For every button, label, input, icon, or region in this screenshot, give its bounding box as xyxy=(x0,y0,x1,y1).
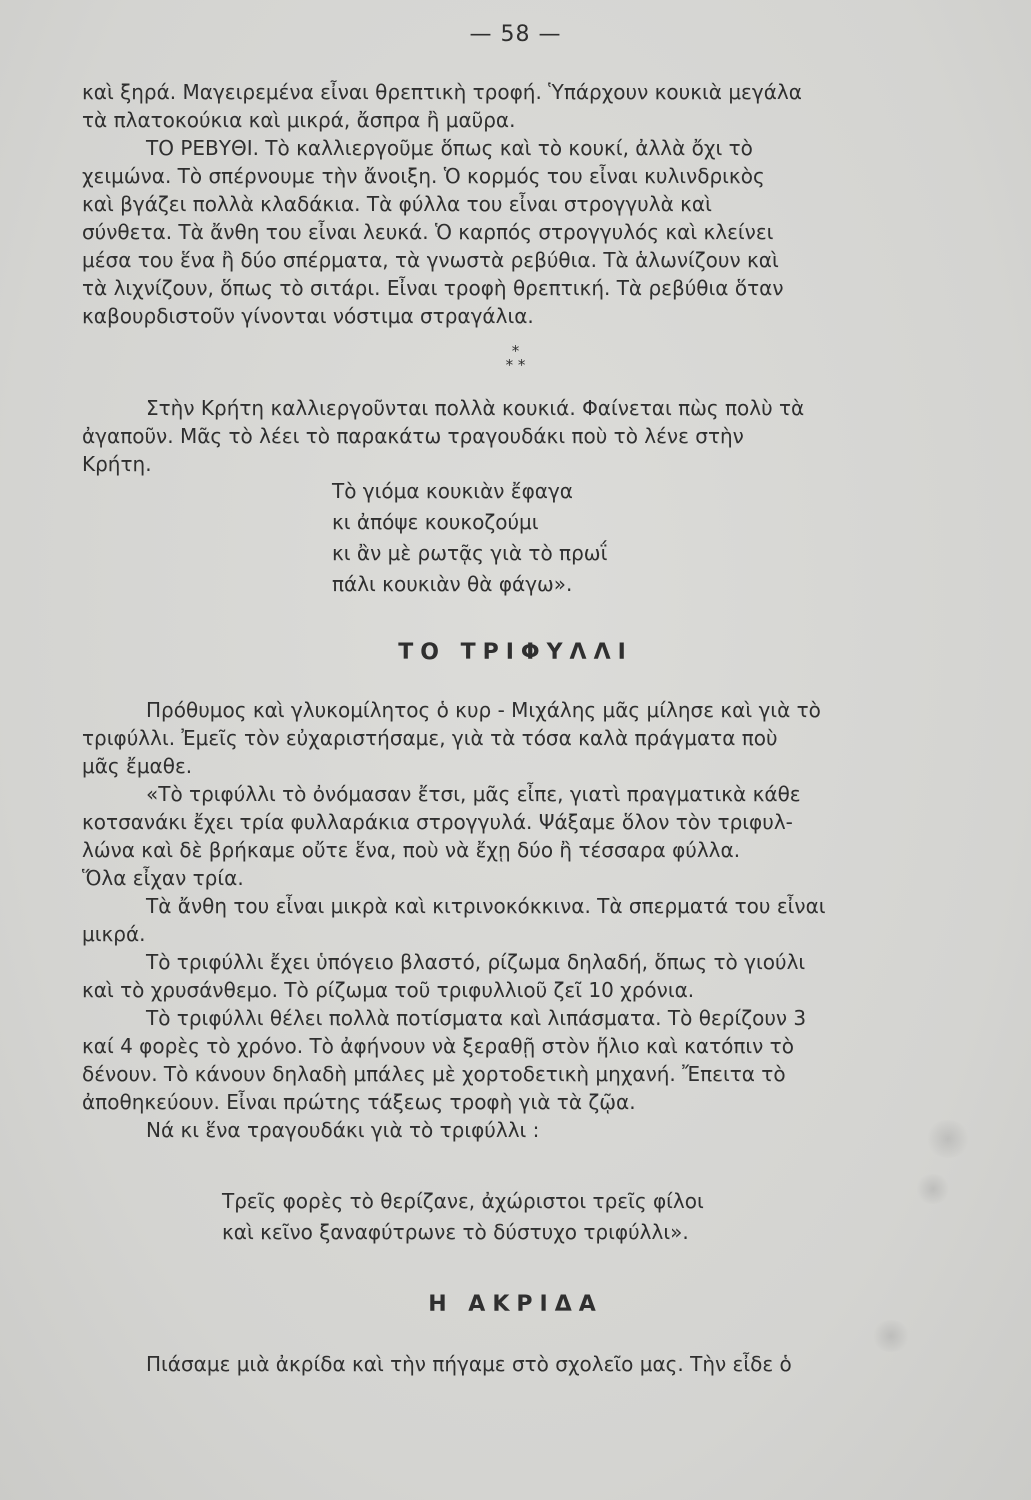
paragraph-line: Ὅλα εἶχαν τρία. xyxy=(82,866,244,890)
paragraph-line: Τὸ τριφύλλι ἔχει ὑπόγειο βλαστό, ρίζωμα δηλαδή, ὅπως τὸ γιούλι xyxy=(146,950,806,974)
paragraph-line: Πρόθυμος καὶ γλυκομίλητος ὁ κυρ - Μιχάλης μᾶς μίλησε καὶ γιὰ τὸ xyxy=(146,698,821,722)
paragraph-line: τριφύλλι. Ἐμεῖς τὸν εὐχαριστήσαμε, γιὰ τὰ τόσα καλὰ πράγματα ποὺ xyxy=(82,726,778,750)
text-block-trifylli xyxy=(82,696,948,1144)
paragraph-line: Τὰ ἄνθη του εἶναι μικρὰ καὶ κιτρινοκόκκινα. Τὰ σπερματά του εἶναι xyxy=(146,894,826,918)
paragraph-line: λώνα καὶ δὲ βρήκαμε οὔτε ἕνα, ποὺ νὰ ἔχῃ δύο ἢ τέσσαρα φύλλα. xyxy=(82,838,741,862)
paragraph-line: ΤΟ ΡΕΒΥΘΙ. Τὸ καλλιεργοῦμε ὅπως καὶ τὸ κουκί, ἀλλὰ ὄχι τὸ xyxy=(146,136,753,160)
paragraph-line: τὰ πλατοκούκια καὶ μικρά, ἄσπρα ἢ μαῦρα. xyxy=(82,108,516,132)
paragraph-line: Στὴν Κρήτη καλλιεργοῦνται πολλὰ κουκιά. Φαίνεται πὼς πολὺ τὰ xyxy=(146,396,805,420)
poem-line: πάλι κουκιὰν θὰ φάγω». xyxy=(332,572,573,596)
ink-smudge xyxy=(915,1174,951,1204)
text-block-akrida xyxy=(82,1350,948,1378)
poem-line: Τὸ γιόμα κουκιὰν ἔφαγα xyxy=(332,479,573,503)
paragraph-line: Πιάσαμε μιὰ ἀκρίδα καὶ τὴν πήγαμε στὸ σχολεῖο μας. Τὴν εἶδε ὁ xyxy=(146,1352,792,1376)
section-asterism: * * * xyxy=(505,342,526,374)
page-number: — 58 — xyxy=(469,22,562,47)
text-block-kouki-revythi xyxy=(82,78,948,330)
paragraph-line: Νά κι ἕνα τραγουδάκι γιὰ τὸ τριφύλλι : xyxy=(146,1118,540,1142)
paragraph-line: Κρήτη. xyxy=(82,452,152,476)
paragraph-line: ἀγαποῦν. Μᾶς τὸ λέει τὸ παρακάτω τραγουδάκι ποὺ τὸ λένε στὴν xyxy=(82,424,744,448)
paragraph-line: μέσα του ἕνα ἢ δύο σπέρματα, τὰ γνωστὰ ρεβύθια. Τὰ ἁλωνίζουν καὶ xyxy=(82,248,779,272)
paragraph-line: καὶ βγάζει πολλὰ κλαδάκια. Τὰ φύλλα του εἶναι στρογγυλὰ καὶ xyxy=(82,192,712,216)
paragraph-line: μᾶς ἔμαθε. xyxy=(82,754,193,778)
poem-line: Τρεῖς φορὲς τὸ θερίζανε, ἀχώριστοι τρεῖς φίλοι xyxy=(222,1189,704,1213)
text-block-crete xyxy=(82,394,948,478)
paragraph-line: κοτσανάκι ἔχει τρία φυλλαράκια στρογγυλά. Ψάξαμε ὅλον τὸν τριφυλ- xyxy=(82,810,793,834)
ink-smudge xyxy=(925,1120,971,1158)
paragraph-line: Τὸ τριφύλλι θέλει πολλὰ ποτίσματα καὶ λιπάσματα. Τὸ θερίζουν 3 xyxy=(146,1006,807,1030)
poem-line: κι ἂν μὲ ρωτᾷς γιὰ τὸ πρωΐ xyxy=(332,541,608,565)
paragraph-line: καί 4 φορὲς τὸ χρόνο. Τὸ ἀφήνουν νὰ ξεραθῇ στὸν ἥλιο καὶ κατόπιν τὸ xyxy=(82,1034,794,1058)
section-heading-akrida: Η ΑΚΡΙΔΑ xyxy=(428,1292,603,1317)
paragraph-line: ἀποθηκεύουν. Εἶναι πρώτης τάξεως τροφὴ γιὰ τὰ ζῷα. xyxy=(82,1090,636,1114)
paragraph-line: μικρά. xyxy=(82,922,146,946)
poem-line: κι ἀπόψε κουκοζούμι xyxy=(332,510,539,534)
paragraph-line: τὰ λιχνίζουν, ὅπως τὸ σιτάρι. Εἶναι τροφὴ θρεπτική. Τὰ ρεβύθια ὅταν xyxy=(82,276,784,300)
paragraph-line: καὶ τὸ χρυσάνθεμο. Τὸ ρίζωμα τοῦ τριφυλλιοῦ ζεῖ 10 χρόνια. xyxy=(82,978,695,1002)
paragraph-line: χειμώνα. Τὸ σπέρνουμε τὴν ἄνοιξη. Ὁ κορμός του εἶναι κυλινδρικὸς xyxy=(82,164,765,188)
paragraph-line: «Τὸ τριφύλλι τὸ ὀνόμασαν ἔτσι, μᾶς εἶπε, γιατὶ πραγματικὰ κάθε xyxy=(146,782,801,806)
section-heading-trifylli: ΤΟ ΤΡΙΦΥΛΛΙ xyxy=(398,640,633,665)
paragraph-line: καβουρδιστοῦν γίνονται νόστιμα στραγάλια. xyxy=(82,304,534,328)
poem-line: καὶ κεῖνο ξαναφύτρωνε τὸ δύστυχο τριφύλλι». xyxy=(222,1220,689,1244)
paragraph-line: καὶ ξηρά. Μαγειρεμένα εἶναι θρεπτικὴ τροφή. Ὑπάρχουν κουκιὰ μεγάλα xyxy=(82,80,802,104)
paragraph-line: σύνθετα. Τὰ ἄνθη του εἶναι λευκά. Ὁ καρπός στρογγυλός καὶ κλείνει xyxy=(82,220,774,244)
paragraph-line: δένουν. Τὸ κάνουν δηλαδὴ μπάλες μὲ χορτοδετικὴ μηχανή. Ἔπειτα τὸ xyxy=(82,1062,786,1086)
poem-trifylli xyxy=(222,1186,704,1248)
poem-kouki xyxy=(332,476,607,600)
ink-smudge xyxy=(871,1320,911,1352)
